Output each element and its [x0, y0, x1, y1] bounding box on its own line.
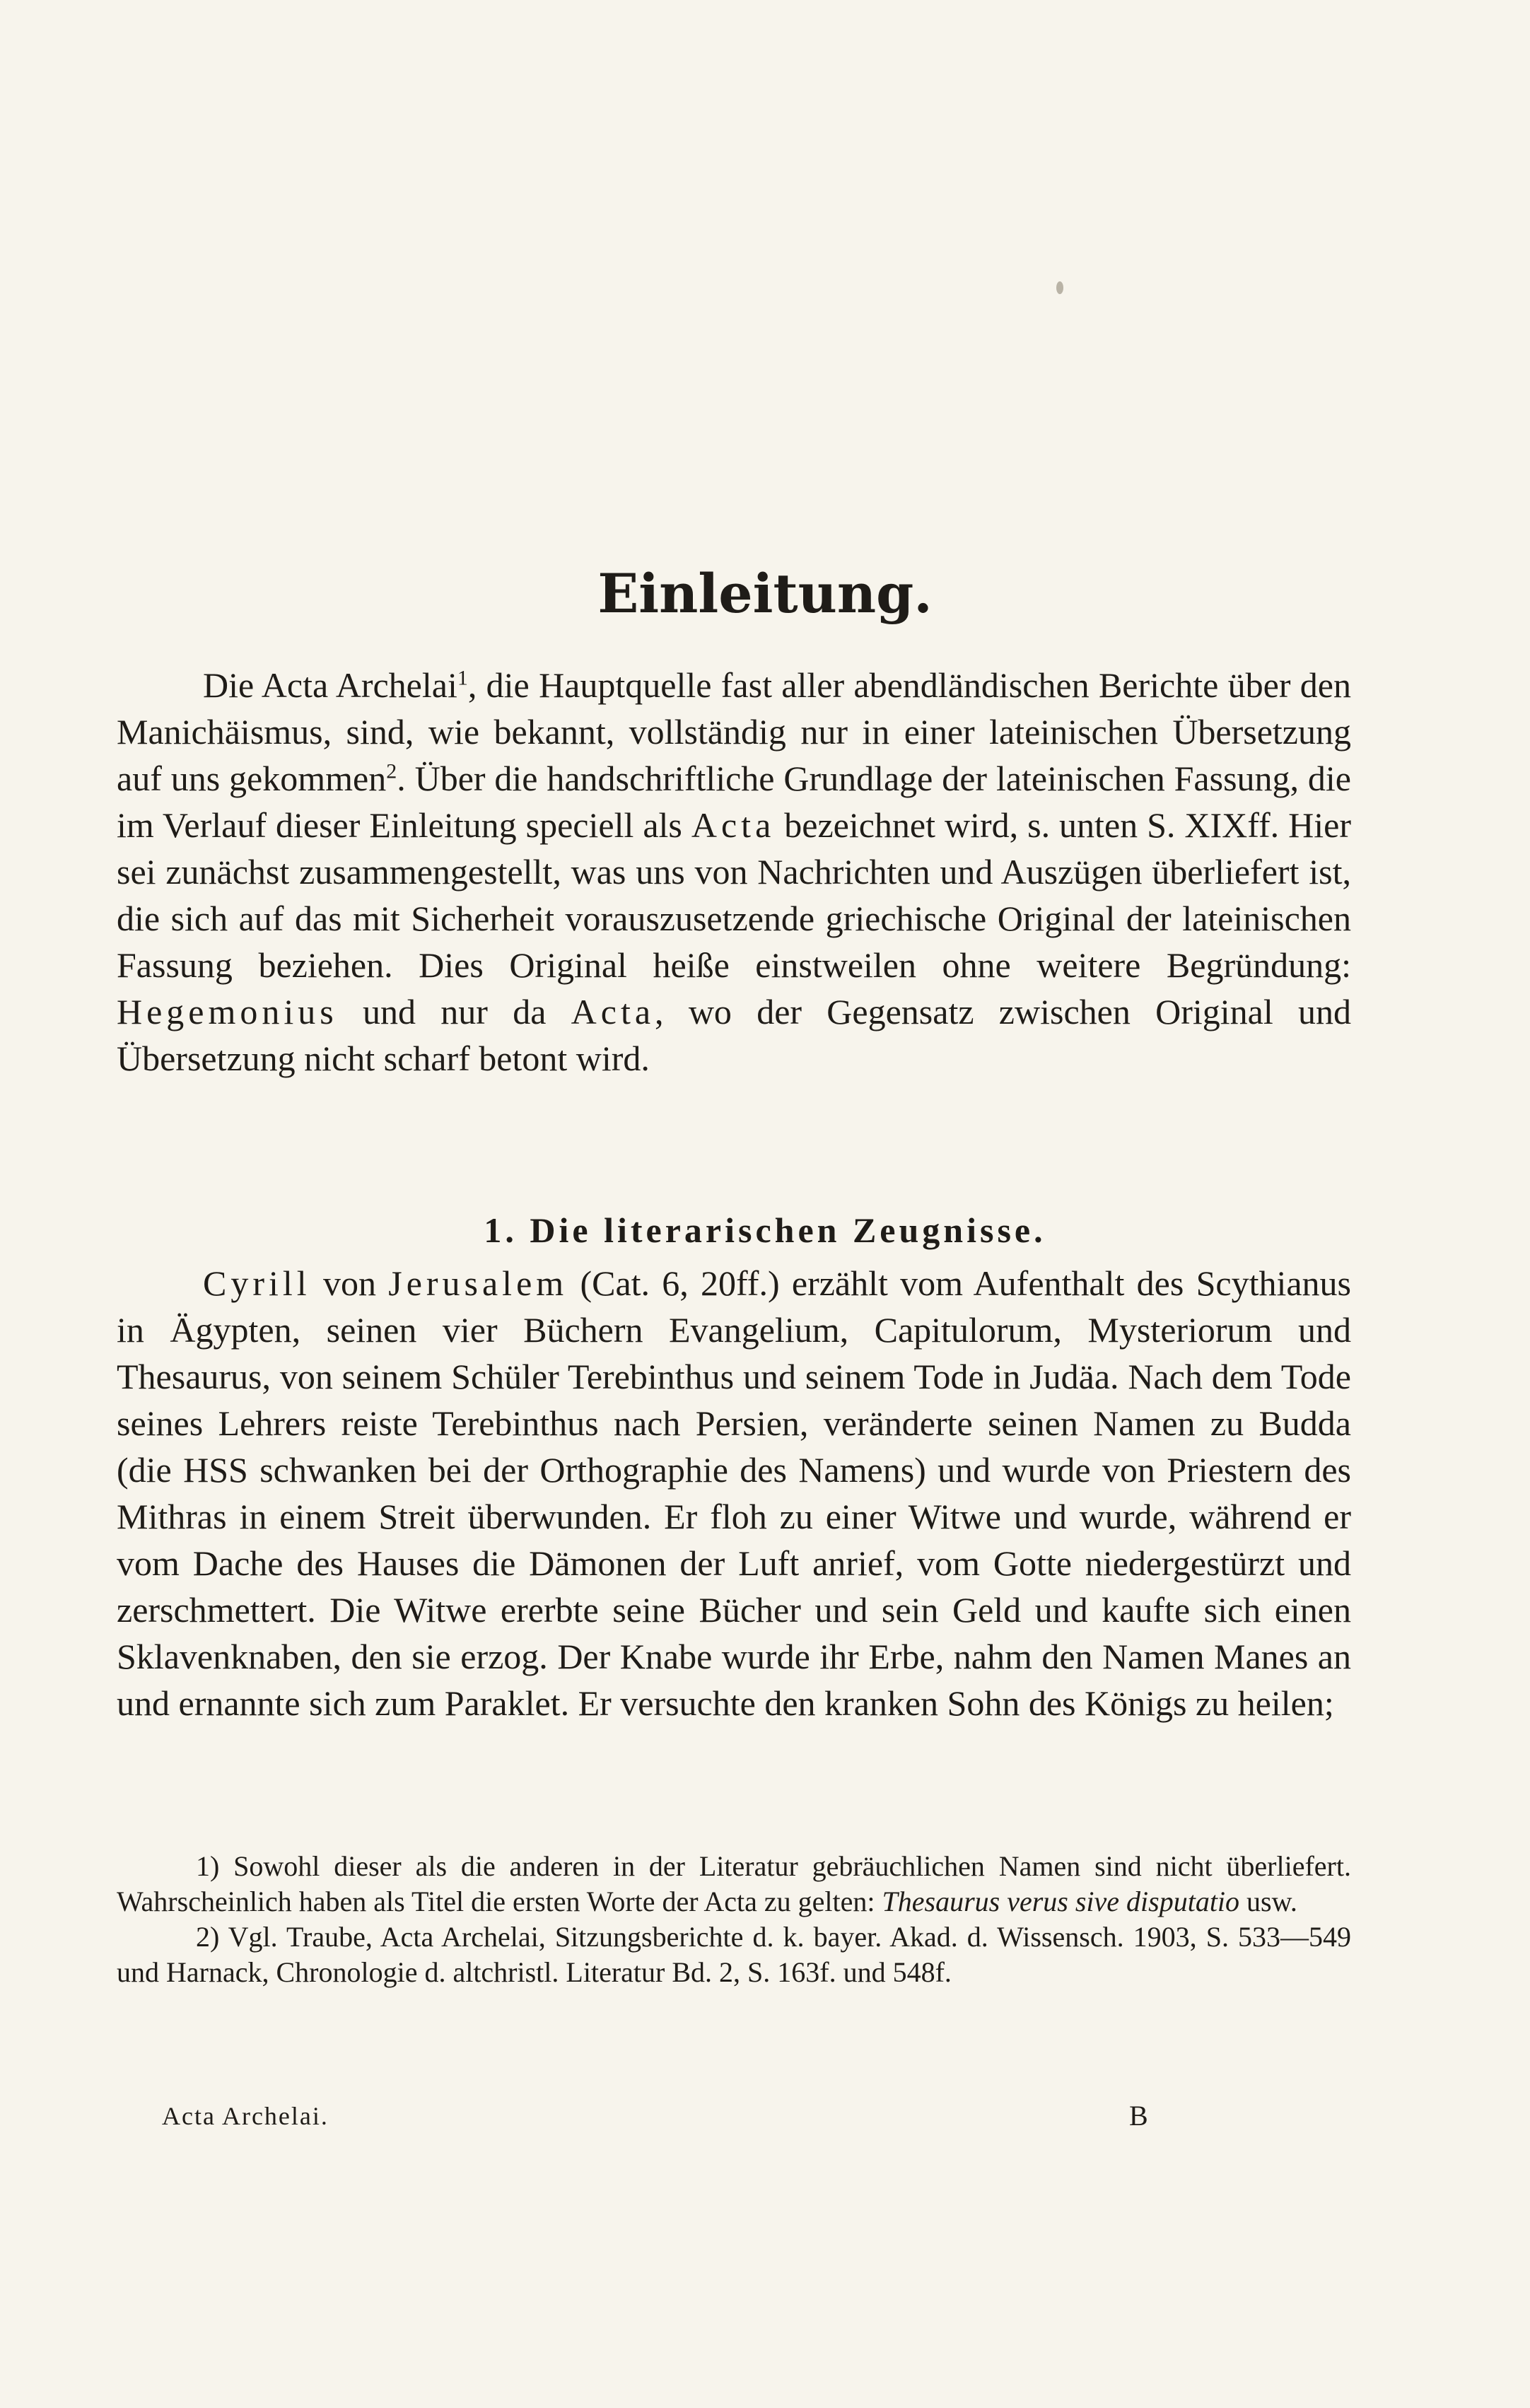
- acta-term-spaced: Acta: [691, 805, 776, 845]
- footnote-2: 2) Vgl. Traube, Acta Archelai, Sitzungsberichte d. k. bayer. Akad. d. Wissensch. 1903, S. 533—549 und Harnack, Chronologie d. altchristl. Literatur Bd. 2, S. 163f. und 548f.: [117, 1921, 1351, 1988]
- footnote-1: [117, 1849, 1351, 1919]
- footnotes: [117, 1849, 1351, 1990]
- intro-text-5: und nur da: [337, 992, 571, 1031]
- signature-mark: B: [1129, 2100, 1148, 2132]
- section-title: Die literarischen Zeugnisse.: [530, 1210, 1046, 1250]
- section-number: 1.: [484, 1210, 518, 1250]
- section-heading: [0, 1207, 1530, 1253]
- intro-text-4: bezeichnet wird, s. unten S. XIXff. Hier sei zunächst zusammengestellt, was uns von Nachrichten und Auszügen überliefert ist, die sich auf das mit Sicherheit vorauszusetzende griechische Original der lateinischen Fassung beziehen. Dies Original heiße einstweilen ohne weitere Begründung:: [117, 805, 1352, 985]
- paper-speck: [1056, 281, 1063, 294]
- footnote-1-text: 1) Sowohl dieser als die anderen in der Literatur gebräuchlichen Namen sind nicht überliefert. Wahrscheinlich haben als Titel die ersten Worte der Acta zu gelten:: [117, 1850, 1351, 1917]
- cyrill-text-1: von: [310, 1263, 389, 1303]
- jerusalem-name: Jerusalem: [388, 1263, 568, 1303]
- footnote-1-italic-title: Thesaurus verus sive disputatio: [882, 1886, 1240, 1917]
- intro-text-3: . Über die handschriftliche Grundlage der lateinischen Fassung, die im Verlauf dieser Einleitung speciell als: [117, 759, 1351, 845]
- page-signature: [117, 2098, 1351, 2134]
- footnote-1-end: usw.: [1239, 1886, 1297, 1917]
- cyrill-text-2: (Cat. 6, 20ff.) erzählt vom Aufenthalt des Scythianus in Ägypten, seinen vier Büchern Evangelium, Capitulorum, Mysteriorum und Thesaurus, von seinem Schüler Terebinthus und seinem Tode in Judäa. Nach dem Tode seines Lehrers reiste Terebinthus nach Persien, veränderte seinen Namen zu Budda (die HSS schwanken bei der Orthographie des Namens) und wurde von Priestern des Mithras in einem Streit überwunden. Er floh zu einer Witwe und wurde, während er vom Dache des Hauses die Dämonen der Luft anrief, vom Gotte niedergestürzt und zerschmettert. Die Witwe ererbte seine Bücher und sein Geld und kaufte sich einen Sklavenknaben, den sie erzog. Der Knabe wurde ihr Erbe, nahm den Namen Manes an und ernannte sich zum Paraklet. Er versuchte den kranken Sohn des Königs zu heilen;: [117, 1263, 1351, 1723]
- intro-paragraph: [117, 662, 1351, 1082]
- page-title: Einleitung.: [597, 562, 933, 625]
- intro-text-1: Die: [203, 665, 262, 705]
- acta-term-spaced-2: Acta: [571, 992, 655, 1031]
- cyrill-name: Cyrill: [203, 1263, 311, 1303]
- acta-archelai-term: Acta Archelai: [261, 665, 457, 705]
- footnote-ref-1: 1: [457, 666, 468, 690]
- hegemonius-term-spaced: Hegemonius: [117, 992, 338, 1031]
- cyrill-paragraph: [117, 1260, 1351, 1726]
- footnote-ref-2: 2: [386, 759, 397, 783]
- signature-title: Acta Archelai.: [162, 2102, 329, 2130]
- intro-text-2: , die Hauptquelle fast aller abendländischen Berichte über den Manichäismus, sind, wie bekannt, vollständig nur in einer lateinischen Übersetzung auf uns gekommen: [117, 665, 1351, 798]
- intro-text-6: , wo der Gegensatz zwischen Original und Übersetzung nicht scharf betont wird.: [117, 992, 1351, 1078]
